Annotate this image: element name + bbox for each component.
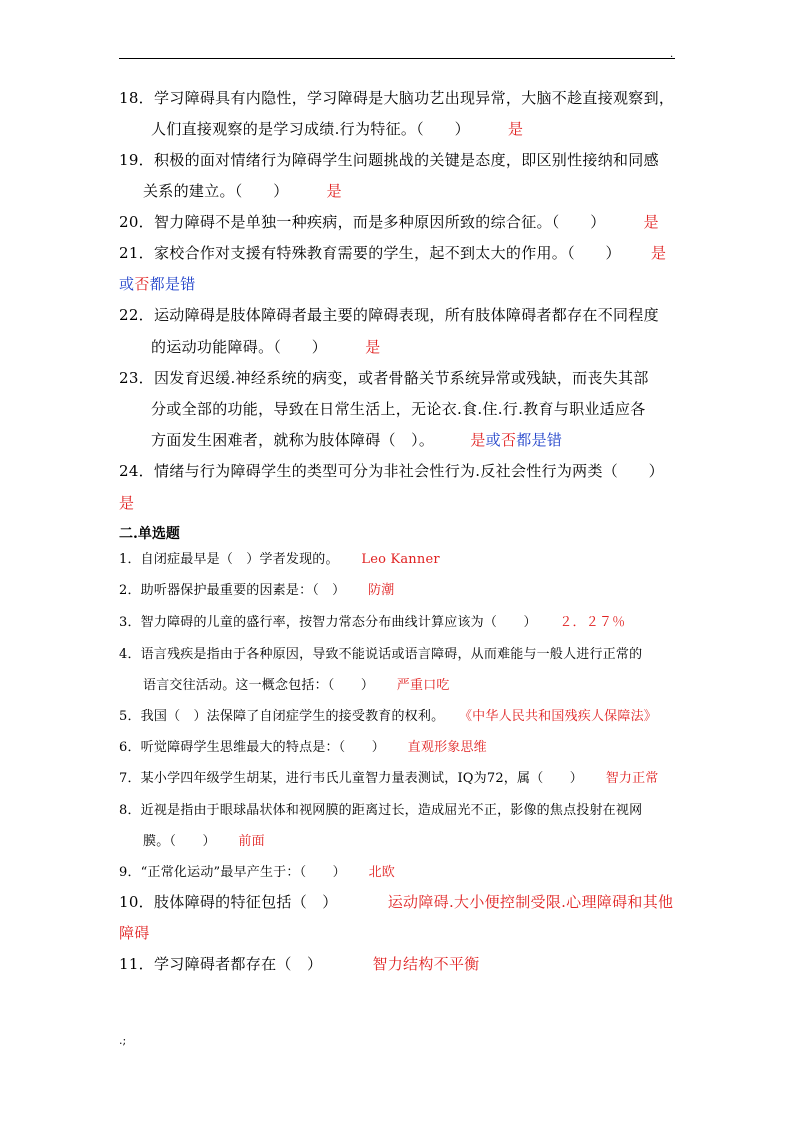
mc-q3-text: 3．智力障碍的儿童的盛行率，按智力常态分布曲线计算应该为（ ） [119, 615, 537, 630]
tf-q21-line1 [119, 246, 666, 261]
mc-q4-line2-text: 语言交往活动。这一概念包括：（ ） [143, 678, 375, 693]
mc-q8-line2-text: 膜。（ ） [143, 834, 216, 849]
tf-q23-a4: 都 [516, 431, 532, 449]
mc-q5-answer: 《中华人民共和国残疾人保障法》 [458, 709, 657, 724]
mc-q10-answer-line2: 障碍 [119, 924, 150, 942]
mc-q6-answer: 直观形象思维 [407, 740, 487, 755]
tf-q19-line1: 19．积极的面对情绪行为障碍学生问题挑战的关键是态度，即区别性接纳和同感 [119, 151, 659, 169]
mc-q2 [119, 584, 394, 597]
tf-q21-is: 是 [164, 275, 181, 293]
tf-q23-a3: 否 [500, 431, 517, 449]
mc-q2-answer: 防潮 [368, 583, 395, 598]
mc-q10-text: 10．肢体障碍的特征包括（ ） [119, 893, 338, 911]
tf-q21-answer-part1: 是 [650, 244, 667, 262]
tf-q23-line1: 23．因发育迟缓.神经系统的病变，或者骨骼关节系统异常或残缺，而丧失其部 [119, 369, 649, 387]
mc-q3-answer: ２．２７％ [559, 615, 626, 630]
mc-q5-text: 5．我国（ ）法保障了自闭症学生的接受教育的权利。 [119, 709, 445, 724]
mc-q9-answer: 北欧 [368, 865, 395, 880]
mc-q9 [119, 866, 395, 879]
section-heading: 二.单选题 [119, 526, 180, 542]
mc-q1-answer: Leo Kanner [361, 552, 440, 567]
mc-q4-answer: 严重口吃 [396, 678, 450, 693]
tf-q18-line2-text: 人们直接观察的是学习成绩.行为特征。（ ） [151, 120, 470, 138]
mc-q4-line2 [143, 679, 450, 692]
tf-q22-line2 [151, 340, 381, 355]
tf-q21-or: 或 [119, 275, 135, 293]
tf-q21-no: 否 [134, 275, 150, 293]
tf-q23-a5: 是 [531, 431, 547, 449]
mc-q3 [119, 616, 625, 629]
mc-q9-text: 9．“正常化运动”最早产生于：（ ） [119, 865, 346, 880]
tf-q22-answer: 是 [365, 338, 381, 356]
tf-q21-line2 [119, 277, 196, 292]
mc-q11 [119, 957, 480, 972]
mc-q6-text: 6．听觉障碍学生思维最大的特点是：（ ） [119, 740, 385, 755]
mc-q11-answer: 智力结构不平衡 [372, 955, 480, 973]
tf-q20-answer: 是 [643, 213, 659, 231]
mc-q10-answer-line1: 运动障碍.大小便控制受限.心理障碍和其他 [387, 893, 674, 911]
tf-q19-answer: 是 [326, 182, 342, 200]
mc-q4-line1: 4．语言残疾是指由于各种原因，导致不能说话或语言障碍，从而难能与一般人进行正常的 [119, 647, 643, 662]
tf-q24-answer: 是 [119, 494, 135, 512]
tf-q21-wrong: 错 [180, 275, 196, 293]
mc-q10-line1 [119, 895, 673, 910]
mc-q6 [119, 741, 487, 754]
mc-q11-text: 11．学习障碍者都存在（ ） [119, 955, 323, 973]
tf-q23-line3-text: 方面发生困难者，就称为肢体障碍（ ）。 [151, 431, 435, 449]
header-rule [119, 58, 675, 59]
mc-q8-answer: 前面 [238, 834, 265, 849]
tf-q22-line1: 22．运动障碍是肢体障碍者最主要的障碍表现，所有肢体障碍者都存在不同程度 [119, 306, 659, 324]
tf-q23-a2: 或 [485, 431, 501, 449]
tf-q20-text: 20．智力障碍不是单独一种疾病，而是多种原因所致的综合征。（ ） [119, 213, 606, 231]
mc-q7-answer: 智力正常 [605, 771, 659, 786]
tf-q18-line1: 18．学习障碍具有内隐性，学习障碍是大脑功艺出现异常，大脑不趁直接观察到， [119, 89, 675, 107]
mc-q8-line2 [143, 835, 265, 848]
mc-q7 [119, 772, 659, 785]
tf-q24-line1: 24．情绪与行为障碍学生的类型可分为非社会性行为.反社会性行为两类（ ） [119, 462, 664, 480]
mc-q1-text: 1．自闭症最早是（ ）学者发现的。 [119, 552, 339, 567]
tf-q19-line2 [143, 184, 342, 199]
header-mark: . [670, 49, 674, 60]
footer-mark: .; [119, 1034, 127, 1047]
mc-q1 [119, 553, 440, 566]
tf-q21-text: 21．家校合作对支援有特殊教育需要的学生，起不到太大的作用。（ ） [119, 244, 621, 262]
tf-q18-answer: 是 [508, 120, 524, 138]
tf-q19-line2-text: 关系的建立。（ ） [143, 182, 289, 200]
tf-q23-a6: 错 [546, 431, 563, 449]
tf-q22-line2-text: 的运动功能障碍。（ ） [151, 338, 328, 356]
mc-q5 [119, 710, 657, 723]
tf-q23-line3 [151, 433, 562, 448]
tf-q18-line2 [151, 122, 523, 137]
tf-q20-line1 [119, 215, 659, 230]
mc-q7-text: 7．某小学四年级学生胡某，进行韦氏儿童智力量表测试，IQ为72，属（ ） [119, 771, 584, 786]
mc-q2-text: 2．助听器保护最重要的因素是：（ ） [119, 583, 346, 598]
tf-q21-both: 都 [149, 275, 165, 293]
tf-q23-a1: 是 [470, 431, 486, 449]
tf-q23-line2: 分或全部的功能，导致在日常生活上，无论衣.食.住.行.教育与职业适应各 [151, 400, 646, 418]
mc-q8-line1: 8．近视是指由于眼球晶状体和视网膜的距离过长，造成屈光不正，影像的焦点投射在视网 [119, 803, 643, 818]
